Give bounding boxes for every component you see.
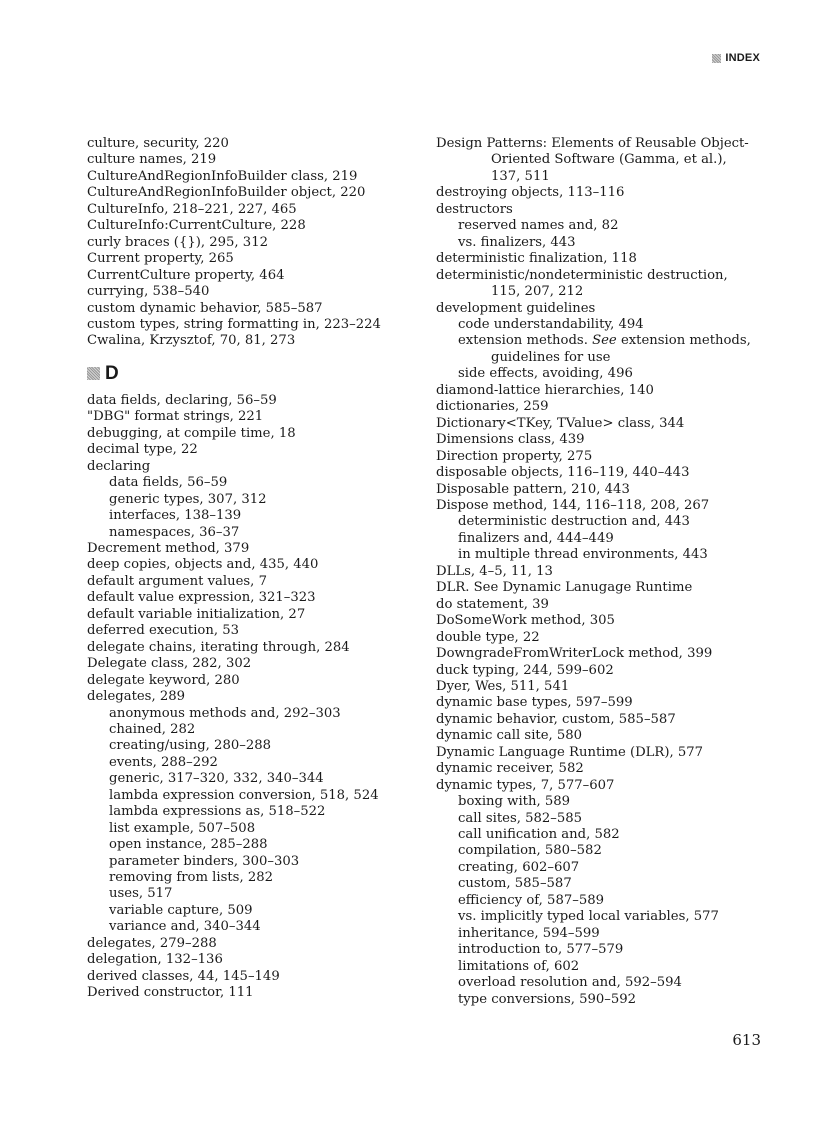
index-subentry: efficiency of, 587–589	[458, 892, 604, 908]
index-subentry: generic, 317–320, 332, 340–344	[109, 771, 324, 787]
index-entry: Design Patterns: Elements of Reusable Object-	[436, 136, 749, 151]
index-entry: Dispose method, 144, 116–118, 208, 267	[436, 497, 710, 513]
d-entries-3	[87, 936, 407, 1002]
index-subentry: custom, 585–587	[458, 876, 572, 892]
index-entry: dynamic receiver, 582	[436, 761, 584, 777]
index-entry: CultureAndRegionInfoBuilder class, 219	[87, 168, 358, 184]
index-subentry: events, 288–292	[109, 754, 218, 770]
index-entry: dictionaries, 259	[436, 399, 549, 415]
index-subentry: anonymous methods and, 292–303	[109, 705, 341, 721]
index-entry: duck typing, 244, 599–602	[436, 662, 614, 678]
index-subentry: type conversions, 590–592	[458, 991, 637, 1007]
dynamic-types-subentries	[436, 794, 766, 1008]
index-subentry: namespaces, 36–37	[109, 524, 240, 540]
index-entry: delegation, 132–136	[87, 952, 223, 968]
index-entry: default value expression, 321–323	[87, 590, 316, 606]
index-subentry: variable capture, 509	[109, 902, 253, 918]
index-entry: Delegate class, 282, 302	[87, 656, 252, 672]
index-entry-continuation: guidelines for use	[491, 349, 611, 365]
index-subentry: call sites, 582–585	[458, 810, 583, 826]
delegates-subentries	[87, 706, 407, 936]
index-entry: custom types, string formatting in, 223–224	[87, 316, 381, 332]
index-entry: currying, 538–540	[87, 284, 210, 300]
index-entry: Current property, 265	[87, 251, 234, 267]
index-entry: dynamic behavior, custom, 585–587	[436, 711, 676, 727]
d-entries-1	[87, 393, 407, 475]
index-entry: Dyer, Wes, 511, 541	[436, 678, 570, 694]
index-subentry: lambda expressions as, 518–522	[109, 804, 326, 820]
index-column-left	[87, 136, 407, 1002]
index-subentry: overload resolution and, 592–594	[458, 975, 682, 991]
index-subentry: vs. finalizers, 443	[458, 234, 576, 250]
index-entry: default argument values, 7	[87, 573, 267, 589]
index-entry: DowngradeFromWriterLock method, 399	[436, 646, 713, 662]
index-subentry: introduction to, 577–579	[458, 942, 624, 958]
index-entry: CurrentCulture property, 464	[87, 267, 285, 283]
index-subentry: side effects, avoiding, 496	[458, 366, 633, 382]
index-subentry: creating/using, 280–288	[109, 738, 271, 754]
index-subentry: removing from lists, 282	[109, 870, 273, 886]
index-entry: declaring	[87, 458, 151, 474]
index-subentry: creating, 602–607	[458, 859, 580, 875]
r-entries-2	[436, 251, 766, 267]
page-number: 613	[732, 1031, 761, 1049]
index-entry: Dictionary<TKey, TValue> class, 344	[436, 415, 685, 431]
index-entry: DoSomeWork method, 305	[436, 613, 615, 629]
index-subentry: compilation, 580–582	[458, 843, 602, 859]
index-entry: Dimensions class, 439	[436, 432, 585, 448]
index-entry: culture, security, 220	[87, 136, 229, 151]
index-entry: development guidelines	[436, 300, 596, 316]
index-subentry-see-also	[436, 333, 766, 349]
index-subentry: reserved names and, 82	[458, 218, 619, 234]
index-entry: Dynamic Language Runtime (DLR), 577	[436, 744, 704, 760]
index-subentry: chained, 282	[109, 721, 196, 737]
index-entry: deep copies, objects and, 435, 440	[87, 557, 319, 573]
d-entries-2	[87, 541, 407, 706]
index-entry-continuation: 115, 207, 212	[491, 284, 584, 300]
section-letter: D	[105, 362, 119, 384]
index-entry-continuation: 137, 511	[491, 168, 550, 184]
index-subentry: list example, 507–508	[109, 820, 256, 836]
see-label: See	[592, 333, 617, 349]
index-entry: "DBG" format strings, 221	[87, 409, 264, 425]
index-entry: DLR. See Dynamic Lanugage Runtime	[436, 580, 693, 596]
index-entry: Cwalina, Krzysztof, 70, 81, 273	[87, 333, 296, 349]
index-subentry: finalizers and, 444–449	[458, 530, 614, 546]
index-entry: deterministic finalization, 118	[436, 251, 637, 267]
destructors-subentries	[436, 218, 766, 251]
index-entry: decimal type, 22	[87, 442, 198, 458]
index-entry: do statement, 39	[436, 596, 549, 612]
index-subentry: in multiple thread environments, 443	[458, 547, 708, 563]
index-entry: debugging, at compile time, 18	[87, 425, 296, 441]
index-entry: Derived constructor, 111	[87, 985, 254, 1001]
index-subentry: interfaces, 138–139	[109, 508, 242, 524]
index-subentry: lambda expression conversion, 518, 524	[109, 787, 379, 803]
section-square-icon	[87, 367, 100, 380]
index-entry: delegate keyword, 280	[87, 672, 240, 688]
index-entry: Disposable pattern, 210, 443	[436, 481, 630, 497]
index-entry: disposable objects, 116–119, 440–443	[436, 465, 690, 481]
running-head-label: INDEX	[725, 52, 760, 64]
index-subentry: open instance, 285–288	[109, 837, 268, 853]
index-entry: delegates, 289	[87, 689, 185, 705]
running-head	[712, 52, 760, 64]
index-subentry: call unification and, 582	[458, 827, 620, 843]
r-entries-3	[436, 383, 766, 515]
index-entry: custom dynamic behavior, 585–587	[87, 300, 323, 316]
index-entry: curly braces ({}), 295, 312	[87, 234, 268, 250]
index-entry: DLLs, 4–5, 11, 13	[436, 563, 553, 579]
index-subentry: data fields, 56–59	[109, 475, 228, 491]
index-entry: delegates, 279–288	[87, 935, 217, 951]
dispose-subentries	[436, 514, 766, 563]
index-column-right	[436, 136, 766, 1008]
index-entry: derived classes, 44, 145–149	[87, 968, 280, 984]
index-entry: delegate chains, iterating through, 284	[87, 639, 350, 655]
index-entry: dynamic types, 7, 577–607	[436, 777, 615, 793]
c-entries	[87, 136, 407, 350]
index-subentry: boxing with, 589	[458, 794, 571, 810]
index-entry: data fields, declaring, 56–59	[87, 392, 277, 408]
see-suffix: extension methods,	[616, 333, 751, 349]
index-entry: destructors	[436, 201, 513, 217]
index-subentry: uses, 517	[109, 886, 173, 902]
index-entry: Decrement method, 379	[87, 540, 250, 556]
index-entry: Direction property, 275	[436, 448, 593, 464]
index-entry: dynamic base types, 597–599	[436, 695, 633, 711]
index-subentry: vs. implicitly typed local variables, 577	[458, 909, 719, 925]
see-prefix: extension methods.	[458, 333, 593, 349]
section-header-d	[87, 364, 407, 384]
index-subentry: limitations of, 602	[458, 958, 580, 974]
index-subentry: variance and, 340–344	[109, 919, 261, 935]
index-subentry: code understandability, 494	[458, 316, 644, 332]
index-entry-continuation: Oriented Software (Gamma, et al.),	[491, 152, 727, 168]
index-entry: double type, 22	[436, 629, 540, 645]
index-subentry: generic types, 307, 312	[109, 491, 267, 507]
declaring-subentries	[87, 475, 407, 541]
index-entry: CultureInfo:CurrentCulture, 228	[87, 218, 306, 234]
r-entries-1	[436, 185, 766, 218]
index-subentry: deterministic destruction and, 443	[458, 514, 690, 530]
running-head-square-icon	[712, 54, 721, 63]
r-entries-4	[436, 564, 766, 794]
index-entry: culture names, 219	[87, 152, 217, 168]
index-entry: destroying objects, 113–116	[436, 185, 625, 201]
index-subentry: inheritance, 594–599	[458, 925, 600, 941]
index-entry: deferred execution, 53	[87, 623, 240, 639]
index-entry: CultureAndRegionInfoBuilder object, 220	[87, 185, 366, 201]
index-entry: default variable initialization, 27	[87, 606, 306, 622]
index-entry: deterministic/nondeterministic destruction,	[436, 267, 728, 283]
index-subentry: parameter binders, 300–303	[109, 853, 300, 869]
index-entry: diamond-lattice hierarchies, 140	[436, 382, 654, 398]
index-entry: dynamic call site, 580	[436, 728, 583, 744]
index-entry: CultureInfo, 218–221, 227, 465	[87, 201, 297, 217]
